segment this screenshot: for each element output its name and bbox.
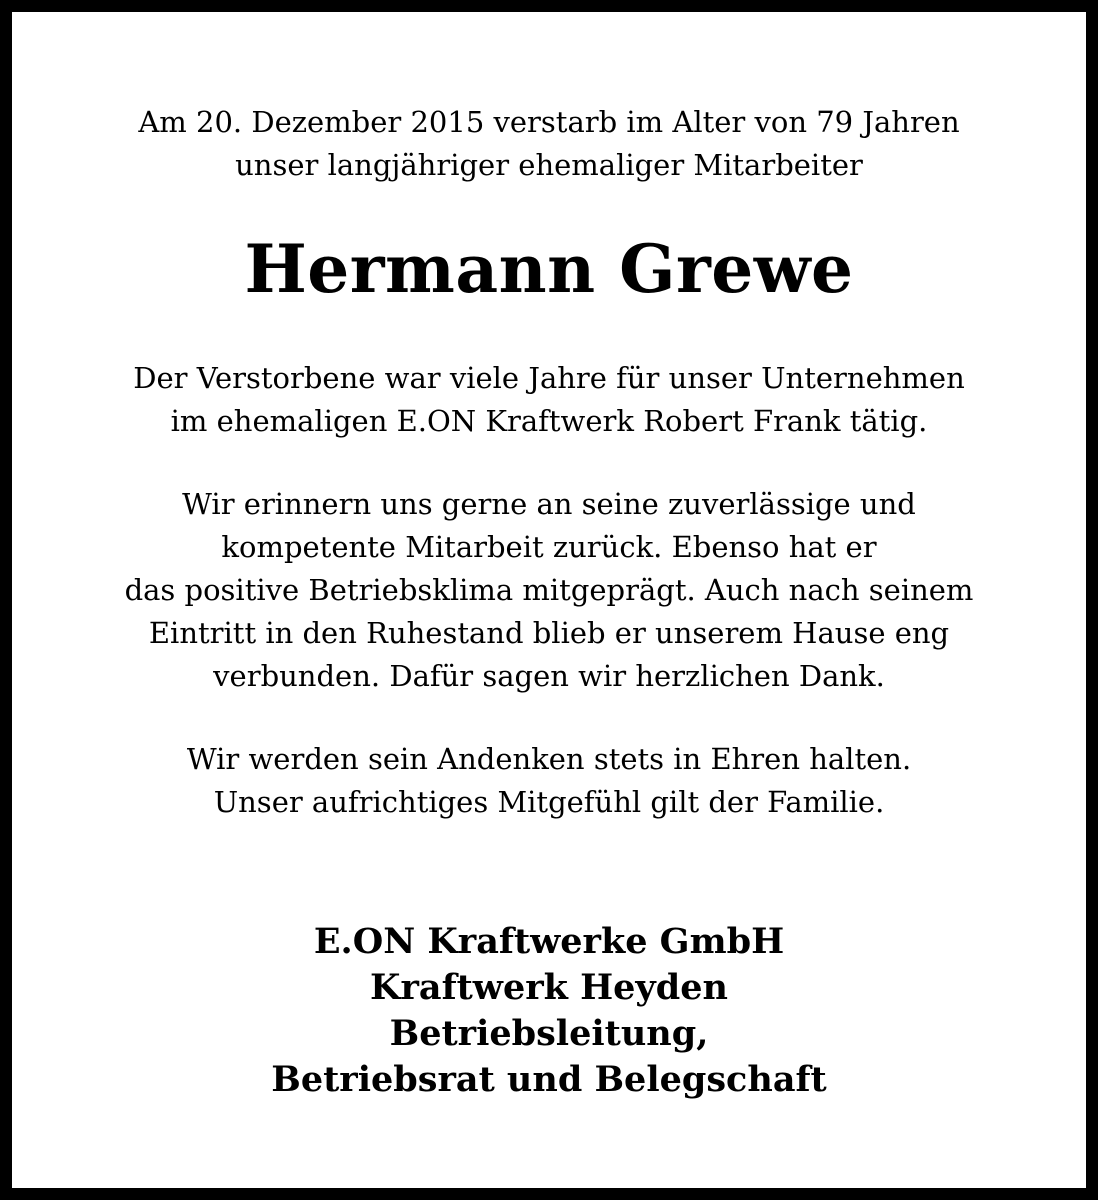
signature-management: Betriebsleitung, (389, 1013, 709, 1054)
paragraph2-line-5: verbunden. Dafür sagen wir herzlichen Dank. (213, 659, 885, 693)
deceased-name: Hermann Grewe (244, 230, 854, 308)
paragraph2-line-3: das positive Betriebsklima mitgeprägt. Auch nach seinem (124, 573, 974, 607)
paragraph3-line-2: Unser aufrichtiges Mitgefühl gilt der Familie. (213, 785, 885, 819)
paragraph3-line-1: Wir werden sein Andenken stets in Ehren halten. (186, 742, 912, 776)
paragraph1-line-2: im ehemaligen E.ON Kraftwerk Robert Frank tätig. (170, 404, 928, 438)
intro-line-2: unser langjähriger ehemaliger Mitarbeiter (235, 148, 863, 182)
paragraph2-line-2: kompetente Mitarbeit zurück. Ebenso hat er (221, 530, 877, 564)
paragraph1-line-1: Der Verstorbene war viele Jahre für unser Unternehmen (133, 361, 965, 395)
intro-line-1: Am 20. Dezember 2015 verstarb im Alter von 79 Jahren (138, 105, 960, 139)
signature-staff: Betriebsrat und Belegschaft (271, 1059, 827, 1100)
signature-plant: Kraftwerk Heyden (370, 967, 728, 1008)
paragraph2-line-4: Eintritt in den Ruhestand blieb er unserem Hause eng (148, 616, 950, 650)
signature-company: E.ON Kraftwerke GmbH (313, 921, 785, 962)
paragraph2-line-1: Wir erinnern uns gerne an seine zuverlässige und (182, 487, 916, 521)
